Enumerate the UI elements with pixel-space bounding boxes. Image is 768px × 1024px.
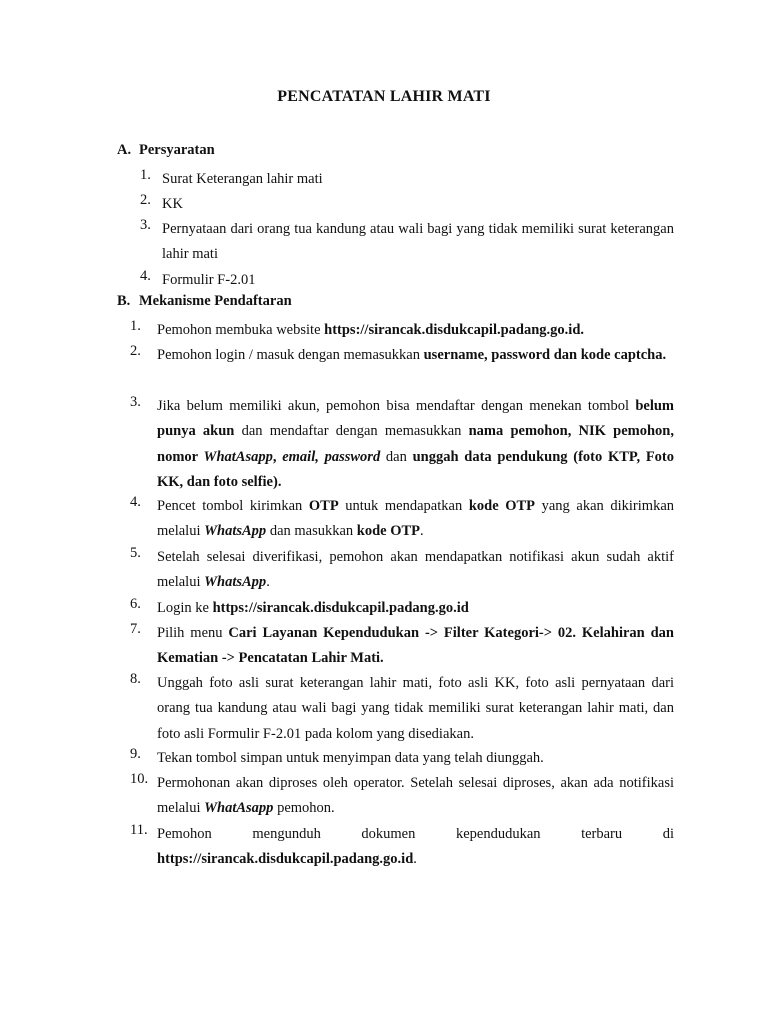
- step-item-text-run: Pemohon membuka website: [157, 322, 325, 338]
- step-item-text-run: .: [413, 851, 417, 868]
- step-item-text: [157, 596, 674, 621]
- step-item-text-run: untuk mendapatkan: [338, 498, 469, 514]
- step-item-text-run: Jika belum memiliki akun, pemohon bisa mendaftar dengan menekan tombol: [157, 398, 636, 414]
- step-item-text-run: kode OTP: [468, 498, 536, 514]
- step-item-number: 1.: [130, 318, 141, 334]
- step-item-text-run: unggah data pendukung (foto KTP, Foto KK, dan foto selfie).: [157, 448, 675, 490]
- section-b-heading: [117, 293, 292, 310]
- step-item-text: [157, 545, 674, 596]
- section-b-title: Mekanisme Pendaftaran: [139, 293, 292, 309]
- step-item-text-run: https://sirancak.disdukcapil.padang.go.id.: [324, 322, 585, 338]
- step-item-text-run: email, password: [282, 448, 381, 465]
- step-item-text-run: Permohonan akan diproses oleh operator. Setelah selesai diproses, akan ada notifikasi melalui: [157, 775, 674, 817]
- step-item-text-run: dan mendaftar dengan memasukkan: [234, 423, 469, 440]
- requirement-item-text-run: KK: [162, 196, 183, 212]
- step-item-text: [157, 671, 674, 747]
- requirement-item-text-run: Formulir F-2.01: [162, 272, 256, 288]
- step-item-number: 4.: [130, 494, 141, 510]
- step-item-text-run: nama pemohon, NIK pemohon, nomor: [157, 423, 674, 465]
- step-item-number: 3.: [130, 394, 141, 410]
- section-a-letter: A.: [117, 142, 132, 158]
- step-item-text-run: OTP: [308, 498, 339, 514]
- requirement-item-text-run: Pernyataan dari orang tua kandung atau wali bagi yang tidak memiliki surat keterangan lahir mati: [162, 221, 674, 263]
- step-item-number: 10.: [130, 771, 149, 787]
- requirement-item-number: 2.: [140, 192, 151, 208]
- step-item-text-run: .: [420, 523, 424, 540]
- step-item-number: 2.: [130, 343, 141, 359]
- section-a-title: Persyaratan: [139, 142, 215, 158]
- step-item-text-run: belum punya akun: [157, 398, 674, 440]
- step-item-text-run: .: [266, 574, 270, 591]
- step-item-text-run: dan: [380, 448, 413, 465]
- step-item-text-run: WhatsApp: [204, 574, 267, 591]
- requirement-item-number: 3.: [140, 217, 151, 233]
- step-item-text-run: Setelah selesai diverifikasi, pemohon akan mendapatkan notifikasi akun sudah aktif melalui: [157, 549, 674, 591]
- step-item-text-run: Pencet tombol kirimkan: [157, 498, 309, 514]
- step-item-text-run: ,: [272, 448, 283, 465]
- step-item-text-run: kode OTP: [356, 523, 421, 540]
- step-item-text-run: https://sirancak.disdukcapil.padang.go.id: [212, 600, 469, 616]
- page-title: PENCATATAN LAHIR MATI: [277, 88, 491, 105]
- step-item-text-run: WhatAsapp: [203, 448, 273, 465]
- step-item-text-run: username, password dan kode captcha.: [423, 347, 667, 363]
- step-item-text-run: Cari Layanan Kependudukan -> Filter Kategori-> 02. Kelahiran dan Kematian -> Pencatatan Lahir Mati.: [157, 625, 674, 667]
- requirement-item-text: [162, 192, 674, 217]
- requirement-item-text: [162, 217, 674, 268]
- step-item-text-run: Unggah foto asli surat keterangan lahir mati, foto asli KK, foto asli pernyataan dari orang tua kandung atau wali bagi yang tidak memiliki surat keterangan lahir mati, dan foto asli Formulir F-2.01 pada kolom yang disediakan.: [157, 675, 674, 742]
- step-item-text-run: yang akan dikirimkan melalui: [157, 498, 674, 540]
- step-item-text: [157, 621, 674, 672]
- section-b-letter: B.: [117, 293, 131, 309]
- step-item-text: [157, 343, 674, 368]
- step-item-text-run: WhatsApp: [204, 523, 267, 540]
- step-item-number: 6.: [130, 596, 141, 612]
- step-item-text-run: Pilih menu: [157, 625, 229, 641]
- step-item-number: 5.: [130, 545, 141, 561]
- requirement-item-number: 1.: [140, 167, 151, 183]
- step-item-text-run: Tekan tombol simpan untuk menyimpan data yang telah diunggah.: [157, 750, 544, 766]
- step-item-text-run: https://sirancak.disdukcapil.padang.go.id: [157, 851, 414, 868]
- requirement-item-text: [162, 167, 674, 192]
- requirement-item-number: 4.: [140, 268, 151, 284]
- step-item-text: [157, 394, 674, 495]
- section-a-heading: [117, 142, 215, 159]
- step-item-text-run: Pemohon login / masuk dengan memasukkan: [157, 347, 424, 363]
- step-item-text-run: pemohon.: [273, 800, 335, 817]
- step-item-text-run: WhatAsapp: [204, 800, 274, 817]
- step-item-text: [157, 318, 674, 343]
- step-item-text: [157, 746, 674, 771]
- requirement-item-text: [162, 268, 674, 293]
- step-item-text: [157, 494, 674, 545]
- step-item-text: [157, 771, 674, 822]
- step-item-text-run: Login ke: [157, 600, 213, 616]
- step-item-text: [157, 822, 674, 873]
- step-item-text-run: dan masukkan: [266, 523, 357, 540]
- step-item-number: 8.: [130, 671, 141, 687]
- step-item-text-run: Pemohon mengunduh dokumen kependudukan terbaru di: [157, 826, 674, 842]
- step-item-number: 9.: [130, 746, 141, 762]
- step-item-number: 11.: [130, 822, 148, 838]
- requirement-item-text-run: Surat Keterangan lahir mati: [162, 171, 323, 187]
- step-item-number: 7.: [130, 621, 141, 637]
